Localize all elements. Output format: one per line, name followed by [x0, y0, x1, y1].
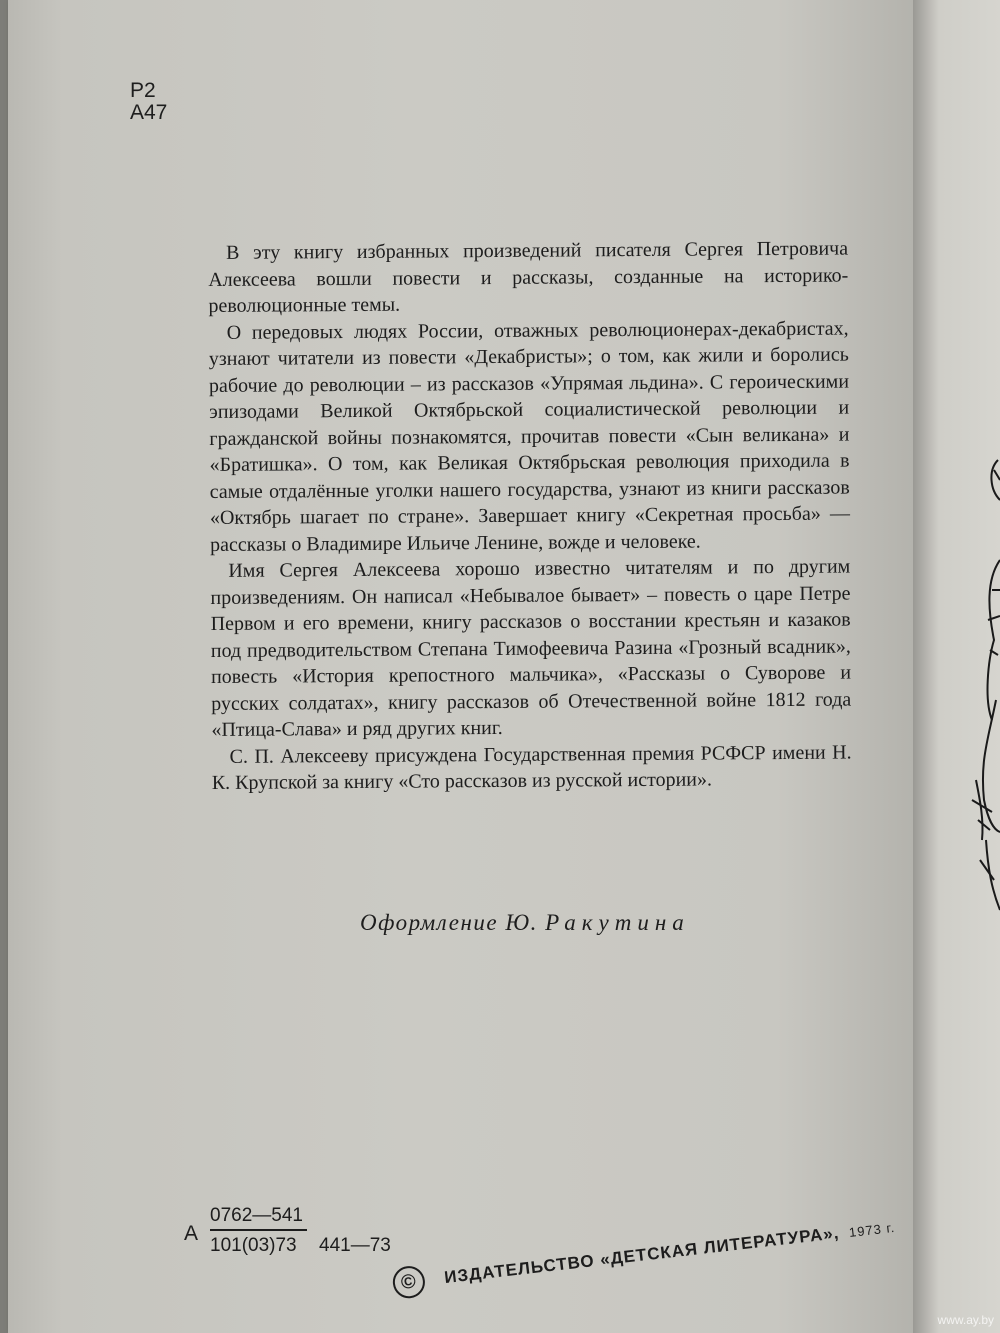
- illustration-fragment: [958, 440, 1000, 940]
- design-credit: [360, 910, 690, 936]
- book-page: [8, 0, 913, 1333]
- annotation-paragraph: О передовых людях России, отважных революционерах-декабристах, узнают читатели из повести «Декабристы»; о том, как жили и боролись рабочие до революции – из рассказов «Упрямая льдина». С героическими эпизодами Великой Октябрьской социалистической революции и гражданской войны познакомятся, прочитав повести «Сын великана» и «Братишка». О том, как Великая Октябрьская революция приходила в самые отдалённые уголки нашего государства, узнают из книги рассказов «Октябрь шагает по стране». Завершает книгу «Секретная просьба» — рассказы о Владимире Ильиче Ленине, вожде и человеке.: [208, 317, 851, 556]
- index-numerator: 0762—541: [210, 1205, 307, 1231]
- index-denominator: 101(03)73: [210, 1235, 297, 1256]
- publication-year: 1973 г.: [848, 1219, 896, 1240]
- classification-code: Р2: [130, 79, 156, 102]
- publisher-name: ИЗДАТЕЛЬСТВО «ДЕТСКАЯ ЛИТЕРАТУРА»,: [443, 1223, 841, 1288]
- designer-name: Ракутина: [545, 910, 690, 935]
- index-letter: А: [184, 1222, 199, 1245]
- annotation-paragraph: С. П. Алексееву присуждена Государственная премия РСФСР имени Н. К. Крупской за книгу «Сто рассказов из русской истории».: [211, 741, 852, 794]
- annotation-paragraph: Имя Сергея Алексеева хорошо известно читателям и по другим произведениям. Он написал «Небывалое бывает» – повесть о царе Петре Первом и его времени, книгу рассказов о восстании крестьян и казаков под предводительством Степана Тимофеевича Разина «Грозный всадник», повесть «История крепостного мальчика», «Рассказы о Суворове и русских солдатах», книгу рассказов об Отечественной войне 1812 года «Птица-Слава» и ряд других книг.: [210, 555, 852, 741]
- design-credit-label: Оформление Ю.: [360, 910, 538, 935]
- author-mark: А47: [130, 101, 168, 124]
- copyright-line: [391, 1211, 897, 1300]
- copyright-icon: ©: [391, 1264, 426, 1299]
- library-classification: [130, 80, 167, 124]
- index-fraction: [210, 1205, 307, 1257]
- watermark: www.ay.by: [937, 1313, 994, 1327]
- book-annotation: [208, 236, 852, 797]
- annotation-paragraph: В эту книгу избранных произведений писателя Сергея Петровича Алексеева вошли повести и рассказы, созданные на историко-революционные темы.: [208, 237, 849, 317]
- index-suffix: 441—73: [319, 1235, 391, 1256]
